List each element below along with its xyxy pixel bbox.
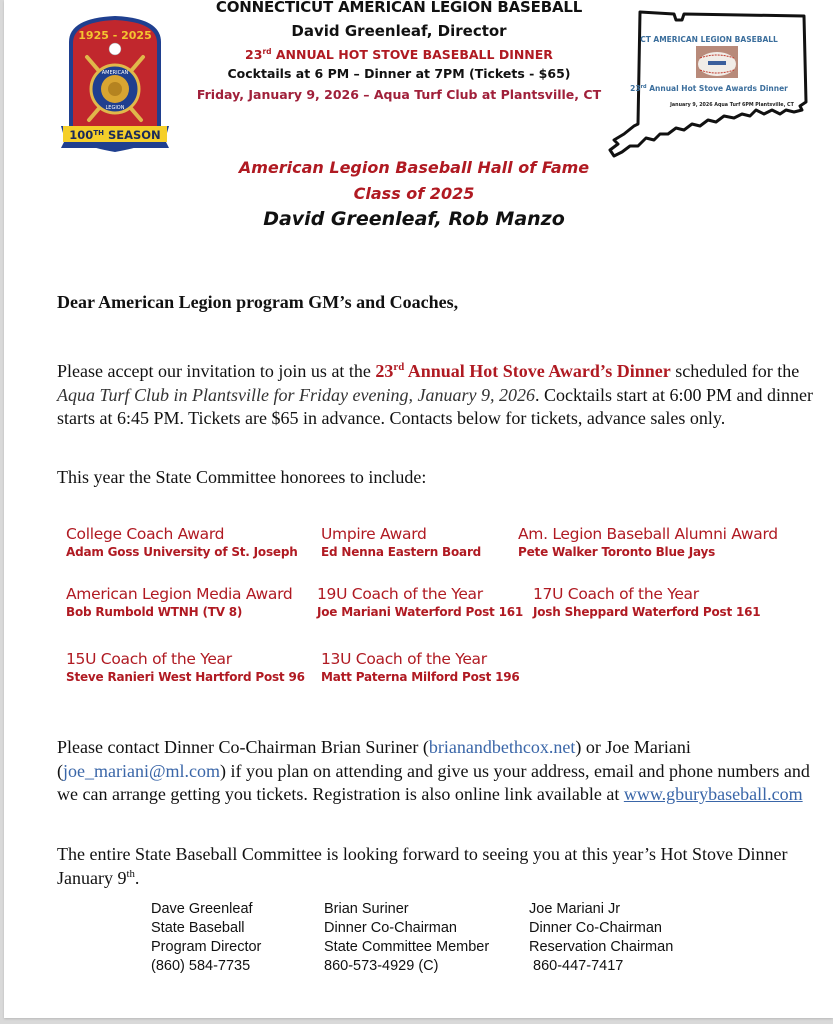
event-times: Cocktails at 6 PM – Dinner at 7PM (Tickets - $65) xyxy=(227,66,571,81)
signature-title: Dinner Co-Chairman xyxy=(529,920,662,936)
brian-suriner-contact-link[interactable]: brianandbethcox.net xyxy=(428,737,576,757)
p1-text-c: . Cocktails start at 6:00 PM and dinner starts at 6:45 PM. Tickets are $65 in advance. Contacts below for tickets, advance sales only. xyxy=(57,384,813,428)
signature-block-greenleaf xyxy=(151,900,261,976)
map-event-title: Annual Hot Stove Awards Dinner xyxy=(646,84,788,93)
award-title: Umpire Award xyxy=(321,525,427,543)
p4-sup: th xyxy=(126,867,135,880)
closing-paragraph xyxy=(57,843,817,890)
logo-banner-num: 100 xyxy=(69,128,94,142)
event-highlight xyxy=(375,361,670,381)
award-honoree: Steve Ranieri West Hartford Post 96 xyxy=(66,670,305,684)
p1-hl-text: Annual Hot Stove Award’s Dinner xyxy=(404,361,671,381)
signature-title: Reservation Chairman xyxy=(529,939,674,955)
venue-italic: Aqua Turf Club in Plantsville for Friday evening, January 9, 2026 xyxy=(57,384,535,405)
p1-hl-sup: rd xyxy=(393,361,405,373)
p3-text-a: Please contact Dinner Co-Chairman Brian Suriner ( xyxy=(57,737,429,757)
signature-phone: 860-447-7417 xyxy=(529,958,624,974)
signature-phone: (860) 584-7735 xyxy=(151,958,251,974)
svg-text:23rd Annual Hot Stove Awards D xyxy=(630,84,788,93)
award-item xyxy=(321,650,520,684)
hof-inductees: David Greenleaf, Rob Manzo xyxy=(263,208,565,230)
award-honoree: Pete Walker Toronto Blue Jays xyxy=(518,545,716,559)
invitation-paragraph xyxy=(57,360,817,431)
award-item xyxy=(533,585,760,619)
hof-class: Class of 2025 xyxy=(353,184,475,203)
map-details: January 9, 2026 Aqua Turf 6PM Plantsville, CT xyxy=(670,103,794,108)
connecticut-map-graphic xyxy=(604,6,814,166)
signature-name: Brian Suriner xyxy=(324,901,409,917)
document-page xyxy=(4,0,833,1018)
event-title-text: ANNUAL HOT STOVE BASEBALL DINNER xyxy=(271,47,553,62)
award-title: 15U Coach of the Year xyxy=(66,650,232,668)
contact-paragraph xyxy=(57,736,817,807)
joe-mariani-email-link[interactable]: joe_mariani@ml.com xyxy=(63,760,221,781)
p1-text-a: Please accept our invitation to join us at the xyxy=(57,361,376,381)
logo-ring-top: AMERICAN xyxy=(101,70,129,76)
award-title: Am. Legion Baseball Alumni Award xyxy=(518,525,778,543)
p1-text-b: scheduled for the xyxy=(670,361,800,381)
director-line: David Greenleaf, Director xyxy=(291,22,507,40)
award-item xyxy=(518,525,778,559)
p3-text-c: ) if you plan on attending and give us your address, email and phone numbers and we can arrange getting you tickets. Registration is also online link available at xyxy=(57,760,810,804)
award-honoree: Joe Mariani Waterford Post 161 xyxy=(317,605,524,619)
honorees-intro: This year the State Committee honorees to include: xyxy=(57,467,427,487)
p1-hl-num: 23 xyxy=(375,361,394,381)
org-title: CONNECTICUT AMERICAN LEGION BASEBALL xyxy=(215,0,583,16)
award-item xyxy=(317,585,523,619)
p4-text-b: . xyxy=(134,867,140,888)
event-num: 23 xyxy=(245,47,263,62)
signature-title: Dinner Co-Chairman xyxy=(324,920,457,936)
signature-block-mariani xyxy=(529,900,673,976)
award-item xyxy=(321,525,481,559)
american-legion-100th-season-logo xyxy=(59,12,171,157)
signature-block-suriner xyxy=(324,900,489,976)
award-honoree: Josh Sheppard Waterford Post 161 xyxy=(533,605,761,619)
award-item xyxy=(66,525,298,559)
award-honoree: Ed Nenna Eastern Board xyxy=(321,545,482,559)
map-event-num: 23 xyxy=(630,84,641,93)
event-sup: rd xyxy=(262,46,272,56)
signature-title: State Baseball xyxy=(151,920,245,936)
event-date-location: Friday, January 9, 2026 – Aqua Turf Club at Plantsville, CT xyxy=(196,87,602,102)
p3-text-b: ) or Joe Mariani ( xyxy=(57,737,691,781)
signature-title: Program Director xyxy=(151,939,262,955)
salutation: Dear American Legion program GM’s and Coaches, xyxy=(57,292,459,312)
award-title: 13U Coach of the Year xyxy=(321,650,487,668)
award-honoree: Adam Goss University of St. Joseph xyxy=(66,545,298,559)
map-title: CT AMERICAN LEGION BASEBALL xyxy=(640,35,778,44)
award-title: American Legion Media Award xyxy=(66,585,293,603)
award-title: 19U Coach of the Year xyxy=(317,585,483,603)
award-title: 17U Coach of the Year xyxy=(533,585,699,603)
logo-ring-bottom: LEGION xyxy=(105,105,125,111)
hof-title: American Legion Baseball Hall of Fame xyxy=(238,158,590,177)
svg-text:100TH SEASON xyxy=(69,128,160,142)
award-item xyxy=(66,585,292,619)
logo-years: 1925 - 2025 xyxy=(78,29,152,42)
p4-text-a: The entire State Baseball Committee is looking forward to seeing you at this year’s Hot Stove Dinner January 9 xyxy=(57,844,788,888)
signature-name: Dave Greenleaf xyxy=(151,901,253,917)
logo-banner-text: SEASON xyxy=(103,128,161,142)
event-title xyxy=(194,47,604,62)
map-event-sup: rd xyxy=(640,84,647,90)
signature-name: Joe Mariani Jr xyxy=(529,901,621,917)
signature-phone: 860-573-4929 (C) xyxy=(324,958,439,974)
award-honoree: Matt Paterna Milford Post 196 xyxy=(321,670,520,684)
award-item xyxy=(66,650,305,684)
gbury-baseball-website-link[interactable]: www.gburybaseball.com xyxy=(623,784,803,804)
award-title: College Coach Award xyxy=(66,525,225,543)
award-honoree: Bob Rumbold WTNH (TV 8) xyxy=(66,605,243,619)
signature-title: State Committee Member xyxy=(324,939,490,955)
logo-banner-sup: TH xyxy=(93,129,104,137)
